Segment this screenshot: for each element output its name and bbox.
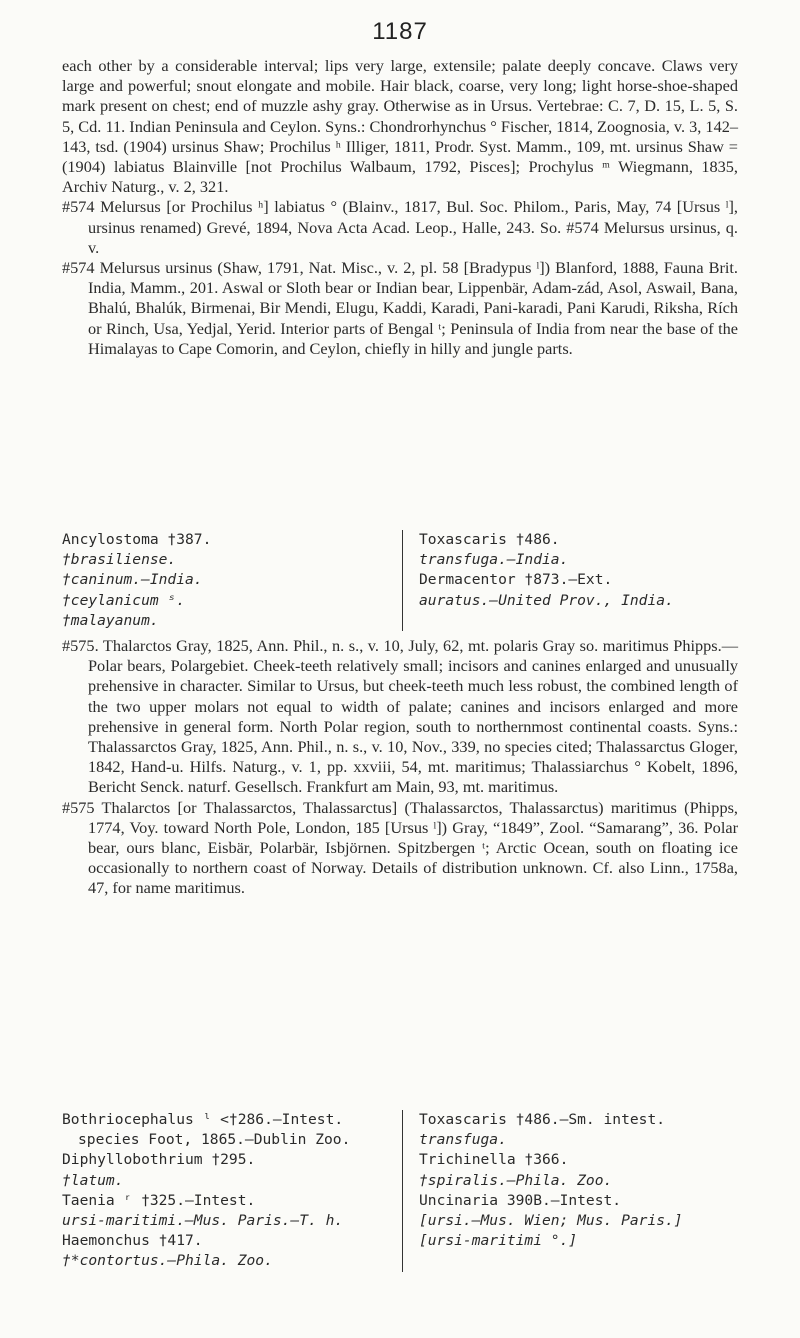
- entry-thalarctos-genus: #575. Thalarctos Gray, 1825, Ann. Phil., n. s., v. 10, July, 62, mt. polaris Gray so. maritimus Phipps.—Polar bears, Polargebiet. Cheek-teeth relatively small; incisors and canines enlarged and unusually prehensive in character. Similar to Ursus, but cheek-teeth much less robust, the combined length of the two upper molars not equal to width of palate; canines and incisors enlarged and more prehensive in general form. North Polar region, south to northernmost continental coasts. Syns.: Thalassarctos Gray, 1825, Ann. Phil., n. s., v. 10, Nov., 339, no species cited; Thalassarctus Gloger, 1842, Hand-u. Hilfs. Naturg., v. 1, pp. xxviii, 54, mt. maritimus; Thalassiarchus ° Kobelt, 1896, Bericht Senck. naturf. Gesellsch. Frankfurt am Main, 93, mt. maritimus.: [62, 636, 738, 797]
- melursus-description: each other by a considerable interval; lips very large, extensile; palate deeply concave. Claws very large and powerful; snout elongate and mobile. Hair black, coarse, very long; light horse-shoe-shaped mark present on chest; end of muzzle ashy gray. Otherwise as in Ursus. Vertebrae: C. 7, D. 15, L. 5, S. 5, Cd. 11. Indian Peninsula and Ceylon. Syns.: Chondrorhynchus ° Fischer, 1814, Zoognosia, v. 3, 142–143, tsd. (1904) ursinus Shaw; Prochilus ʰ Illiger, 1811, Prodr. Syst. Mamm., 109, mt. ursinus Shaw = (1904) labiatus Blainville [not Prochilus Walbaum, 1792, Pisces]; Prochylus ᵐ Wiegmann, 1835, Archiv Naturg., v. 2, 321.: [62, 56, 738, 197]
- parasite-entry: ursi-maritimi.—Mus. Paris.—T. h.: [62, 1212, 344, 1230]
- entry-thalarctos-maritimus: #575 Thalarctos [or Thalassarctos, Thalassarctus] (Thalassarctos, Thalassarctus) maritimus (Phipps, 1774, Voy. toward North Pole, London, 185 [Ursus ˡ]) Gray, “1849”, Zool. “Samarang”, 36. Polar bear, ours blanc, Eisbär, Polarbär, Isbjörnen. Spitzbergen ᵗ; Arctic Ocean, south on floating ice occasionally to northern coast of Norway. Details of distribution unknown. Cf. also Linn., 1758a, 47, for name maritimus.: [62, 797, 738, 898]
- parasite-entry: Haemonchus †417.: [62, 1232, 203, 1250]
- parasite-entry: Uncinaria 390B.—Intest.: [419, 1191, 622, 1209]
- parasite-column-right: [402, 530, 759, 631]
- parasite-entry: transfuga.: [419, 1131, 507, 1149]
- parasite-entry: Dermacentor †873.—Ext.: [419, 571, 613, 589]
- melursus-section: [62, 56, 738, 359]
- parasite-entry: Diphyllobothrium †295.: [62, 1151, 256, 1169]
- parasite-entry: Toxascaris †486.: [419, 531, 560, 548]
- parasite-entry: Bothriocephalus ˡ <†286.—Intest. species Foot, 1865.—Dublin Zoo.: [62, 1111, 351, 1149]
- parasite-entry: [ursi-maritimi °.]: [419, 1232, 578, 1250]
- parasite-entry: Trichinella †366.: [419, 1151, 569, 1169]
- entry-melursus-ursinus: #574 Melursus ursinus (Shaw, 1791, Nat. Misc., v. 2, pl. 58 [Bradypus ˡ]) Blanford, 1888, Fauna Brit. India, Mamm., 201. Aswal or Sloth bear or Indian bear, Lippenbär, Adam-zád, Asol, Aswail, Bana, Bhalú, Bhalúk, Birmenai, Bir Mendi, Elugu, Kaddi, Karadi, Pani-karadi, Pani Karudi, Riksha, Rích or Rinch, Usa, Yedjal, Yerid. Interior parts of Bengal ᵗ; Peninsula of India from near the base of the Himalayas to Cape Comorin, and Ceylon, chiefly in hilly and jungle parts.: [62, 258, 738, 358]
- parasite-entry: †spiralis.—Phila. Zoo.: [419, 1171, 613, 1189]
- parasite-entry: †brasiliense.: [62, 551, 177, 569]
- parasite-entry: †ceylanicum ˢ.: [62, 591, 186, 609]
- thalarctos-section: [62, 636, 738, 899]
- parasite-column-left: [62, 530, 402, 631]
- page-number: 1187: [372, 18, 428, 45]
- parasite-entry: [ursi.—Mus. Wien; Mus. Paris.]: [419, 1212, 683, 1230]
- parasite-entry: †malayanum.: [62, 611, 159, 629]
- parasite-entry: Ancylostoma †387.: [62, 531, 212, 548]
- parasite-entry: Taenia ʳ †325.—Intest.: [62, 1191, 256, 1209]
- parasite-column-right: [402, 1110, 759, 1272]
- parasite-entry: †*contortus.—Phila. Zoo.: [62, 1252, 273, 1270]
- parasite-entry: †caninum.—India.: [62, 571, 203, 589]
- entry-melursus-labiatus: #574 Melursus [or Prochilus ʰ] labiatus ° (Blainv., 1817, Bul. Soc. Philom., Paris, May, 74 [Ursus ˡ], ursinus renamed) Grevé, 1894, Nova Acta Acad. Leop., Halle, 243. So. #574 Melursus ursinus, q. v.: [62, 197, 738, 257]
- parasite-entry: †latum.: [62, 1171, 124, 1189]
- parasite-table-melursus: [62, 530, 762, 631]
- parasite-column-left: [62, 1110, 402, 1272]
- parasite-entry: transfuga.—India.: [419, 551, 569, 569]
- parasite-table-thalarctos: [62, 1110, 762, 1272]
- parasite-entry: Toxascaris †486.—Sm. intest.: [419, 1111, 666, 1128]
- parasite-entry: auratus.—United Prov., India.: [419, 591, 674, 609]
